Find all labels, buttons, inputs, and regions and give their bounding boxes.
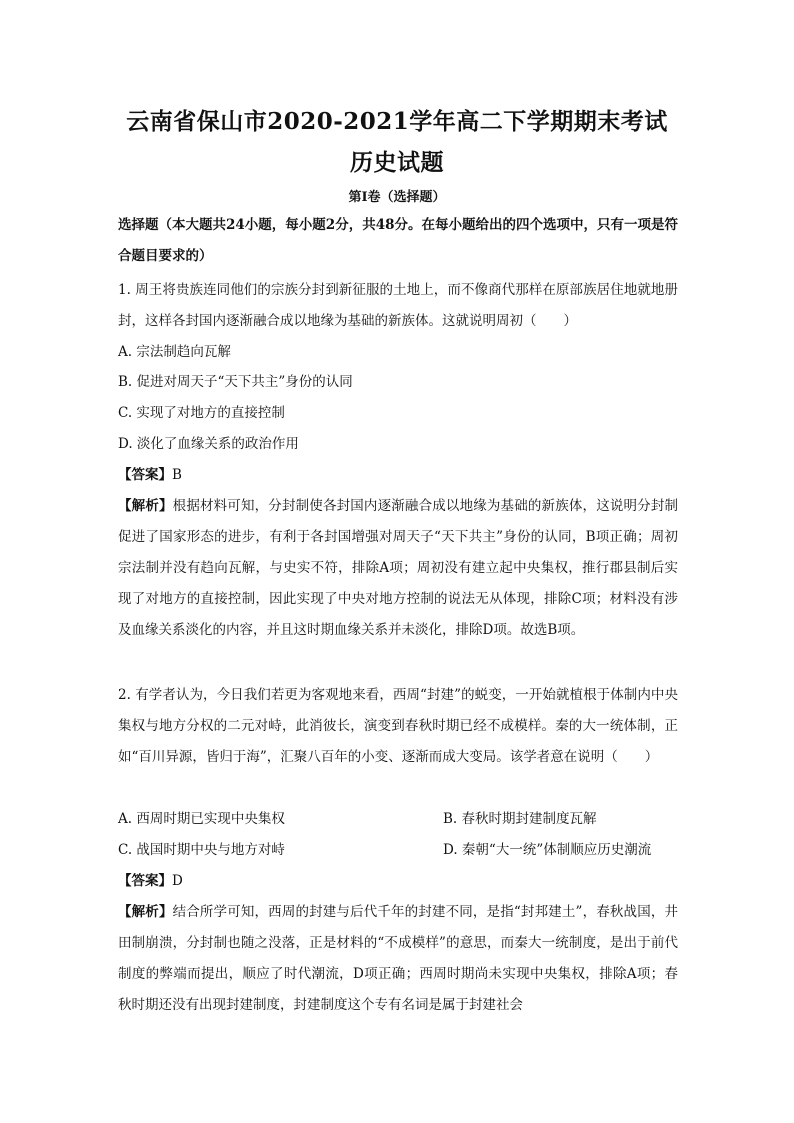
answer-value: B [172,467,182,483]
analysis-text: 根据材料可知，分封制使各封国内逐渐融合成以地缘为基础的新族体，这说明分封制促进了国家形态的进步，有利于各封国增强对周天子“天下共主”身份的认同，B项正确；周初宗法制并没有趋向瓦解，与史实不符，排除A项；周初没有建立起中央集权，推行郡县制后实现了对地方的直接控制，因此实现了中央对地方控制的说法无从体现，排除C项；材料没有涉及血缘关系淡化的内容，并且这时期血缘关系并未淡化，排除D项。故选B项。 [118,498,679,638]
answer-tag: 【答案】 [118,467,172,483]
question-1-stem: 1. 周王将贵族连同他们的宗族分封到新征服的土地上，而不像商代那样在原部族居住地就地册封，这样各封国内逐渐融合成以地缘为基础的新族体。这就说明周初（ ） [118,282,678,329]
question-2-answer [118,871,183,891]
instructions: 选择题（本大题共24小题，每小题2分，共48分。在每小题给出的四个选项中，只有一项是符合题目要求的） [118,217,678,264]
question-1-option-d: D. 淡化了血缘关系的政治作用 [118,436,299,452]
question-1-option-a: A. 宗法制趋向瓦解 [118,344,231,360]
exam-title: 云南省保山市2020-2021学年高二下学期期末考试 [126,108,668,135]
exam-subject-title: 历史试题 [350,149,444,176]
question-2-option-d: D. 秦朝“大一统”体制顺应历史潮流 [443,842,652,858]
question-1-option-c: C. 实现了对地方的直接控制 [118,405,285,421]
question-2-option-b: B. 春秋时期封建制度瓦解 [443,811,597,827]
question-1-answer [118,465,182,485]
question-2-option-c: C. 战国时期中央与地方对峙 [118,842,285,858]
question-1-option-b: B. 促进对周天子“天下共主”身份的认同 [118,374,353,390]
section-heading: 第I卷（选择题） [348,190,446,205]
question-1-analysis [118,491,678,646]
answer-tag: 【答案】 [118,873,172,889]
question-2-stem: 2. 有学者认为，今日我们若更为客观地来看，西周“封建”的蜕变，一开始就植根于体制内中央集权与地方分权的二元对峙，此消彼长，演变到春秋时期已经不成模样。秦的大一统体制，正如“百川异源，皆归于海”，汇聚八百年的小变、逐渐而成大变局。该学者意在说明（ ） [118,687,678,765]
question-2-analysis [118,897,678,1021]
analysis-text: 结合所学可知，西周的封建与后代千年的封建不同，是指“封邦建土”，春秋战国，井田制崩溃，分封制也随之没落，正是材料的“不成模样”的意思，而秦大一统制度，是出于前代制度的弊端而提出，顺应了时代潮流，D项正确；西周时期尚未实现中央集权，排除A项；春秋时期还没有出现封建制度，封建制度这个专有名词是属于封建社会 [118,904,678,1013]
question-2-option-a: A. 西周时期已实现中央集权 [118,811,285,827]
analysis-tag: 【解析】 [118,498,173,514]
analysis-tag: 【解析】 [118,904,173,920]
answer-value: D [172,873,183,889]
